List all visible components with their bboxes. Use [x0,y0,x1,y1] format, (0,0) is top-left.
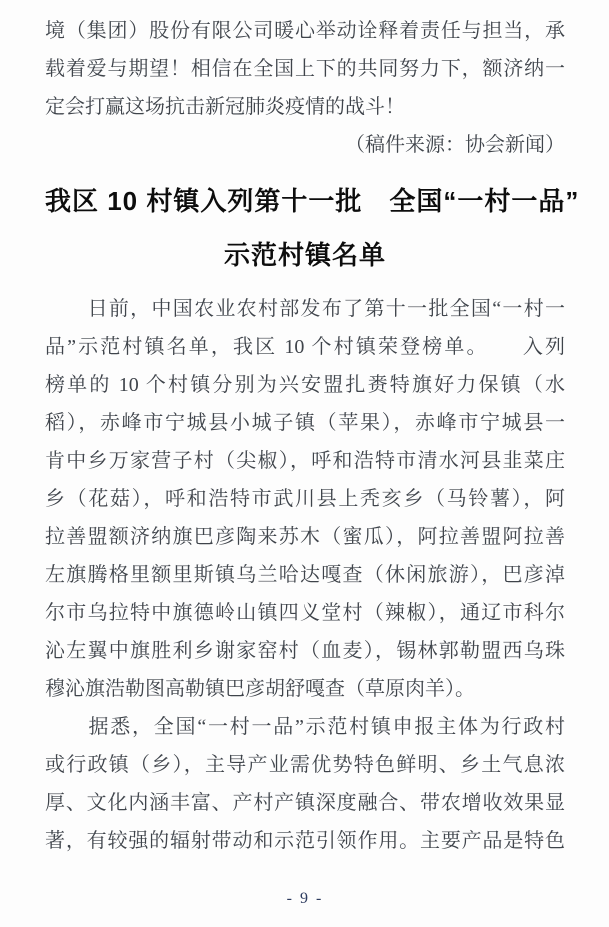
text-line: 著，有较强的辐射带动和示范引领作用。主要产品是特色 [45,830,565,852]
source-attribution: （稿件来源：协会新闻） [345,134,565,156]
article-end-paragraph [45,12,565,164]
text-line: 或行政镇（乡），主导产业需优势特色鲜明、乡土气息浓 [45,754,565,776]
text-line: 载着爱与期望！相信在全国上下的共同努力下，额济纳一 [45,58,565,80]
article-paragraph-1 [45,290,565,708]
text-line: 肯中乡万家营子村（尖椒），呼和浩特市清水河县韭菜庄 [45,450,565,472]
text-line: 榜单的 10 个村镇分别为兴安盟扎赉特旗好力保镇（水 [45,374,565,396]
article-paragraph-2 [45,708,565,860]
article-title [45,174,580,282]
text-line: 沁左翼中旗胜利乡谢家窑村（血麦），锡林郭勒盟西乌珠 [45,640,565,662]
page-number: - 9 - [286,890,324,907]
text-line: 定会打赢这场抗击新冠肺炎疫情的战斗！ [45,96,405,118]
text-line: 品”示范村镇名单，我区 10 个村镇荣登榜单。 入列 [45,336,565,358]
text-line: 乡（花菇），呼和浩特市武川县上秃亥乡（马铃薯），阿 [45,488,565,510]
text-line: 穆沁旗浩勒图高勒镇巴彦胡舒嘎查（草原肉羊）。 [45,678,475,700]
text-line: 日前，中国农业农村部发布了第十一批全国“一村一 [45,298,565,320]
text-line: 境（集团）股份有限公司暖心举动诠释着责任与担当，承 [45,20,565,42]
text-line: 尔市乌拉特中旗德岭山镇四义堂村（辣椒），通辽市科尔 [45,602,565,624]
text-line: 厚、文化内涵丰富、产村产镇深度融合、带农增收效果显 [45,792,565,814]
text-line: 拉善盟额济纳旗巴彦陶来苏木（蜜瓜），阿拉善盟阿拉善 [45,526,565,548]
text-line: 稻），赤峰市宁城县小城子镇（苹果），赤峰市宁城县一 [45,412,565,434]
article-title-line1: 我区 10 村镇入列第十一批 全国“一村一品” [45,186,580,216]
text-line: 左旗腾格里额里斯镇乌兰哈达嘎查（休闲旅游），巴彦淖 [45,564,565,586]
article-title-line2: 示范村镇名单 [223,240,386,270]
text-line: 据悉，全国“一村一品”示范村镇申报主体为行政村 [45,716,565,738]
